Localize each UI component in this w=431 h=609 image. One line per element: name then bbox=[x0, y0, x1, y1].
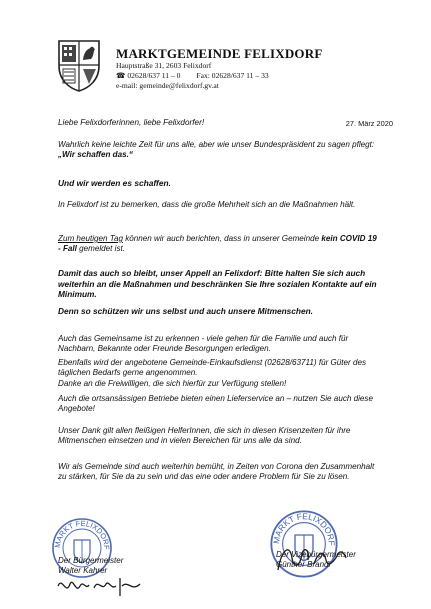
paragraph-11: Wir als Gemeinde sind auch weiterhin bemüht, in Zeiten von Corona den Zusammenhalt zu stärken, für Sie da zu sein und das eine oder andere Problem für Sie zu lösen. bbox=[58, 462, 375, 482]
paragraph-1-text: Wahrlich keine leichte Zeit für uns alle, aber wie unser Bundespräsident zu sagen pflegt: bbox=[58, 140, 375, 149]
phone-icon: ☎ bbox=[116, 71, 126, 80]
greeting: Liebe Felixdorferinnen, liebe Felixdorfer! bbox=[58, 118, 205, 127]
left-stamp-text: MARKT FELIXDORF bbox=[52, 518, 112, 550]
paragraph-1 bbox=[58, 140, 378, 161]
paragraph-9: Auch die ortsansässigen Betriebe bieten einen Lieferservice an – nutzen Sie auch diese Angebote! bbox=[58, 394, 373, 414]
mayor-name: Walter Kahrer bbox=[58, 566, 108, 575]
phone-number: 02628/637 11 – 0 bbox=[127, 71, 181, 80]
email-address: e-mail: gemeinde@felixdorf.gv.at bbox=[116, 81, 219, 90]
quote: „Wir schaffen das.“ bbox=[58, 150, 133, 160]
paragraph-6: Denn so schützen wir uns selbst und auch unsere Mitmenschen. bbox=[58, 306, 313, 316]
volunteer-thanks: Danke an die Freiwilligen, die sich hierfür zur Verfügung stellen! bbox=[58, 378, 287, 388]
letterhead bbox=[56, 34, 396, 100]
letterhead-text bbox=[116, 46, 322, 91]
paragraph-7: Auch das Gemeinsame ist zu erkennen - viele gehen für die Familie und auch für Nachbarn, Bekannte oder Freunde Besorgungen erledigen. bbox=[58, 334, 349, 354]
mayor-role: Der Bürgermeister bbox=[58, 556, 124, 565]
paragraph-4-text: können wir auch berichten, dass in unserer Gemeinde bbox=[122, 234, 322, 243]
municipality-title: MARKTGEMEINDE FELIXDORF bbox=[116, 46, 323, 61]
letter-date: 27. März 2020 bbox=[345, 119, 393, 128]
paragraph-3: In Felixdorf ist zu bemerken, dass die große Mehrheit sich an die Maßnahmen hält. bbox=[58, 200, 356, 209]
paragraph-4 bbox=[58, 234, 378, 255]
paragraph-10: Unser Dank gilt allen fleißigen HelferInnen, die sich in diesen Krisenzeiten für ihre Mitmenschen einsetzen und in vielen Bereichen für uns alle da sind. bbox=[58, 426, 351, 446]
no-covid-highlight: kein COVID 19 - Fall bbox=[58, 234, 377, 254]
vice-mayor-role: Der Vizebürgermeister bbox=[276, 550, 356, 559]
right-stamp-text: MARKT FELIXDORF bbox=[271, 511, 337, 546]
paragraph-8 bbox=[58, 358, 378, 389]
mayor-signature-icon bbox=[56, 572, 146, 600]
municipal-crest-icon bbox=[56, 38, 102, 92]
address: Hauptstraße 31, 2603 Felixdorf bbox=[116, 61, 212, 70]
fax-number: Fax: 02628/637 11 – 33 bbox=[196, 71, 269, 80]
paragraph-2: Und wir werden es schaffen. bbox=[58, 178, 171, 188]
shopping-service-text: Ebenfalls wird der angebotene Gemeinde-Einkaufsdienst (02628/63711) für Güter des täglichen Bedarfs gerne angenommen. bbox=[58, 358, 367, 378]
vice-mayor-signature-icon bbox=[272, 540, 352, 576]
appeal-paragraph: Damit das auch so bleibt, unser Appell an Felixdorf: Bitte halten Sie sich auch weiterhin an die Maßnahmen und beschränken Sie Ihre sozialen Kontakte auf ein Minimum. bbox=[58, 268, 377, 300]
contact-line bbox=[116, 71, 322, 81]
today-highlight: Zum heutigen Tag bbox=[58, 234, 123, 243]
vice-mayor-name: Günther Brandl bbox=[276, 560, 331, 569]
paragraph-4-end: gemeldet ist. bbox=[76, 244, 126, 254]
